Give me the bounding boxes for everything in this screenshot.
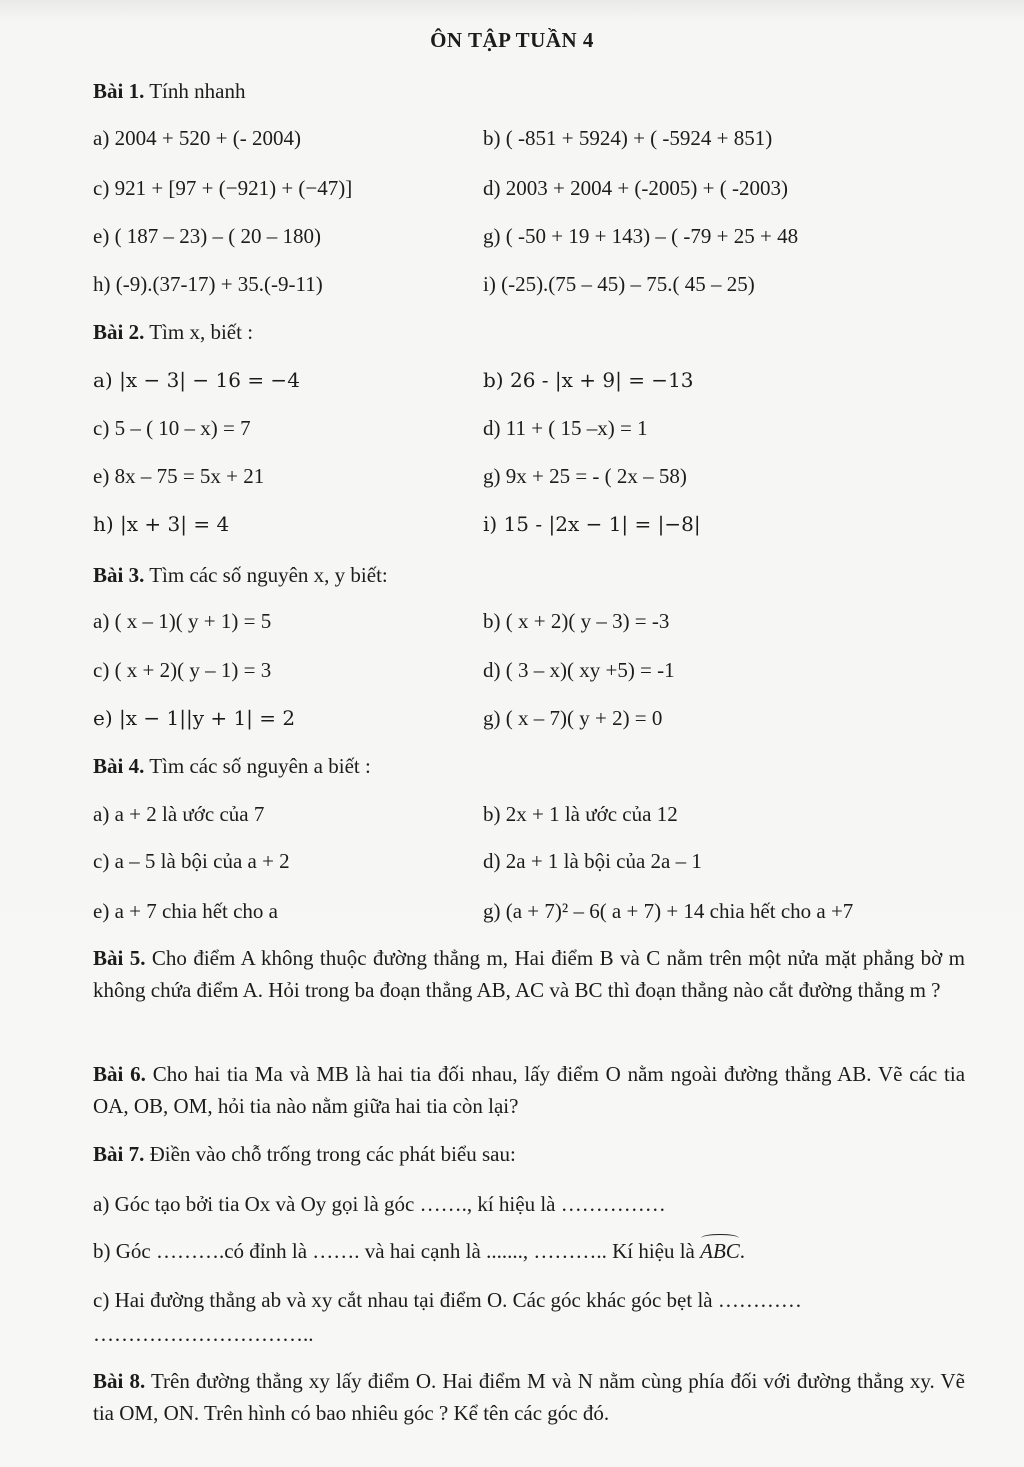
- bai1-label: Bài 1.: [93, 79, 145, 103]
- bai5-paragraph: [93, 942, 965, 1006]
- bai4-label: Bài 4.: [93, 754, 145, 778]
- bai2-item-e: e) 8x – 75 = 5x + 21: [93, 464, 265, 488]
- bai2-item-g: g) 9x + 25 = - ( 2x – 58): [483, 464, 687, 488]
- bai3-label: Bài 3.: [93, 563, 145, 587]
- bai2-item-c: c) 5 – ( 10 – x) = 7: [93, 416, 251, 440]
- bai2-item-d: d) 11 + ( 15 –x) = 1: [483, 416, 648, 440]
- bai1-item-b: b) ( -851 + 5924) + ( -5924 + 851): [483, 126, 773, 150]
- bai3-item-c: c) ( x + 2)( y – 1) = 3: [93, 658, 272, 682]
- bai7-item-b-end: .: [739, 1239, 746, 1263]
- bai3-item-a: a) ( x – 1)( y + 1) = 5: [93, 609, 272, 633]
- bai6-paragraph: [93, 1058, 965, 1122]
- bai7-heading: [93, 1140, 516, 1168]
- bai2-item-b: b) 26 - |x + 9| = −13: [483, 368, 694, 392]
- bai1-heading: [93, 77, 245, 105]
- angle-abc-symbol: ABC: [700, 1239, 740, 1263]
- bai1-item-i: i) (-25).(75 – 45) – 75.( 45 – 25): [483, 272, 755, 296]
- bai4-text: Tìm các số nguyên a biết :: [144, 754, 371, 778]
- bai8-paragraph: [93, 1365, 965, 1429]
- bai1-item-a: a) 2004 + 520 + (- 2004): [93, 126, 301, 150]
- bai3-heading: [93, 561, 388, 589]
- bai7-label: Bài 7.: [93, 1142, 145, 1166]
- bai7-item-c: c) Hai đường thẳng ab và xy cắt nhau tại điểm O. Các góc khác góc bẹt là …………: [93, 1288, 802, 1312]
- bai2-item-h: h) |x + 3| = 4: [93, 512, 230, 536]
- bai3-item-g: g) ( x – 7)( y + 2) = 0: [483, 706, 663, 730]
- bai5-label: Bài 5.: [93, 946, 146, 970]
- bai8-text: Trên đường thẳng xy lấy điểm O. Hai điểm M và N nằm cùng phía đối với đường thẳng xy. Vẽ tia OM, ON. Trên hình có bao nhiêu góc ? Kể tên các góc đó.: [93, 1369, 965, 1425]
- bai5-text: Cho điểm A không thuộc đường thẳng m, Hai điểm B và C nằm trên một nửa mặt phẳng bờ m không chứa điểm A. Hỏi trong ba đoạn thẳng AB, AC và BC thì đoạn thẳng nào cắt đường thẳng m ?: [93, 946, 966, 1002]
- bai2-label: Bài 2.: [93, 320, 145, 344]
- bai1-item-d: d) 2003 + 2004 + (-2005) + ( -2003): [483, 176, 788, 200]
- bai4-item-g: g) (a + 7)² – 6( a + 7) + 14 chia hết cho a +7: [483, 899, 854, 923]
- bai3-item-e: e) |x − 1||y + 1| = 2: [93, 706, 296, 730]
- bai4-item-e: e) a + 7 chia hết cho a: [93, 899, 279, 923]
- bai4-heading: [93, 752, 371, 780]
- bai1-text: Tính nhanh: [144, 79, 246, 103]
- bai4-item-c: c) a – 5 là bội của a + 2: [93, 849, 290, 873]
- bai4-item-d: d) 2a + 1 là bội của 2a – 1: [483, 849, 702, 873]
- bai1-item-g: g) ( -50 + 19 + 143) – ( -79 + 25 + 48: [483, 224, 799, 248]
- bai7-item-a: a) Góc tạo bởi tia Ox và Oy gọi là góc ……., kí hiệu là ……………: [93, 1192, 666, 1216]
- bai7-item-b-text: b) Góc ……….có đỉnh là ……. và hai cạnh là ......., ……….. Kí hiệu là: [93, 1239, 701, 1263]
- bai4-item-b: b) 2x + 1 là ước của 12: [483, 802, 678, 826]
- bai2-item-i: i) 15 - |2x − 1| = |−8|: [483, 512, 701, 536]
- bai3-text: Tìm các số nguyên x, y biết:: [144, 563, 388, 587]
- bai6-label: Bài 6.: [93, 1062, 146, 1086]
- bai7-item-b: [93, 1237, 745, 1265]
- bai3-item-b: b) ( x + 2)( y – 3) = -3: [483, 609, 670, 633]
- bai2-item-a: a) |x − 3| − 16 = −4: [93, 368, 300, 392]
- bai1-item-h: h) (-9).(37-17) + 35.(-9-11): [93, 272, 323, 296]
- bai7-text: Điền vào chỗ trống trong các phát biểu sau:: [144, 1142, 516, 1166]
- bai6-text: Cho hai tia Ma và MB là hai tia đối nhau, lấy điểm O nằm ngoài đường thẳng AB. Vẽ các tia OA, OB, OM, hỏi tia nào nằm giữa hai tia còn lại?: [93, 1062, 966, 1118]
- bai3-item-d: d) ( 3 – x)( xy +5) = -1: [483, 658, 675, 682]
- bai1-item-e: e) ( 187 – 23) – ( 20 – 180): [93, 224, 322, 248]
- page-title: ÔN TẬP TUẦN 4: [430, 28, 594, 52]
- bai4-item-a: a) a + 2 là ước của 7: [93, 802, 265, 826]
- bai2-heading: [93, 318, 253, 346]
- bai8-label: Bài 8.: [93, 1369, 146, 1393]
- bai7-item-c-continuation: …………………………..: [93, 1322, 314, 1346]
- bai1-item-c: c) 921 + [97 + (−921) + (−47)]: [93, 176, 353, 200]
- bai2-text: Tìm x, biết :: [144, 320, 254, 344]
